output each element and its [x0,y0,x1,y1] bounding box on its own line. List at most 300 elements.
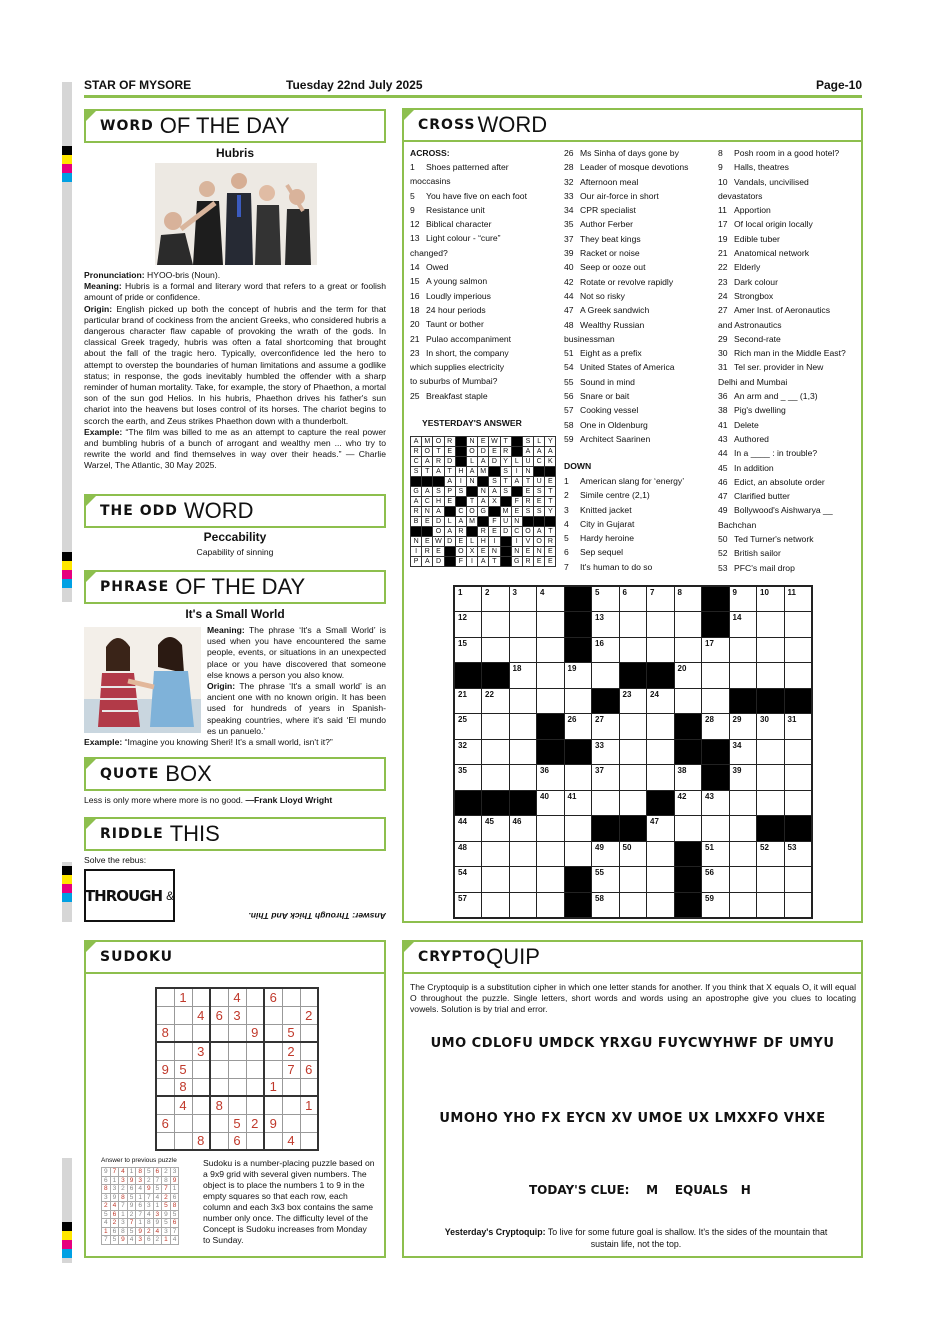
grid-cell[interactable] [647,637,675,663]
grid-cell[interactable] [757,867,785,893]
grid-cell[interactable]: 41 [564,790,592,816]
grid-cell[interactable]: 16 [592,637,620,663]
grid-cell[interactable] [482,739,510,765]
clue-number: 8 [718,148,723,158]
answer-cell: U [534,477,545,487]
answer-cell: I [411,547,422,557]
clue-text: Second-rate [734,333,781,344]
grid-cell[interactable] [537,867,565,893]
grid-cell[interactable] [537,663,565,689]
grid-cell[interactable] [757,892,785,918]
grid-cell[interactable]: 33 [592,739,620,765]
grid-cell[interactable]: 9 [729,586,757,612]
grid-cell[interactable]: 42 [674,790,702,816]
answer-cell: 4 [153,1193,162,1202]
grid-cell[interactable]: 56 [702,867,730,893]
answer-cell: U [500,517,511,527]
grid-cell[interactable]: 49 [592,841,620,867]
grid-cell[interactable] [674,816,702,842]
answer-cell: 3 [119,1219,128,1228]
clue-item [564,318,714,332]
grid-row [454,688,812,714]
answer-cell: 8 [144,1219,153,1228]
grid-cell[interactable] [619,714,647,740]
grid-cell[interactable] [482,612,510,638]
clue-item [718,389,860,403]
clue-item [410,189,560,203]
sudoku-cell: 2 [282,1042,300,1060]
sudoku-cell[interactable] [246,1060,264,1078]
clue-number: 5 [410,190,415,201]
grid-cell[interactable] [647,765,675,791]
grid-cell[interactable]: 55 [592,867,620,893]
clue-text: United States of America [580,362,675,373]
answer-cell: O [433,527,444,537]
sudoku-cell[interactable] [228,1042,246,1060]
grid-cell[interactable]: 21 [454,688,482,714]
grid-cell[interactable] [729,790,757,816]
grid-cell[interactable]: 23 [619,688,647,714]
sudoku-cell[interactable] [264,1024,282,1042]
grid-cell[interactable] [647,739,675,765]
yesterday-answer-grid [410,436,556,567]
grid-cell[interactable]: 24 [647,688,675,714]
clue-number: 27 [718,305,728,316]
sudoku-cell[interactable] [174,1006,192,1024]
grid-cell[interactable]: 14 [729,612,757,638]
sudoku-cell[interactable] [228,1078,246,1096]
grid-cell[interactable]: 5 [592,586,620,612]
answer-cell: 1 [136,1193,145,1202]
grid-cell[interactable] [564,688,592,714]
sudoku-cell[interactable] [228,1096,246,1114]
sudoku-cell[interactable] [156,1096,174,1114]
grid-cell[interactable] [784,892,812,918]
clue-number: 23 [410,347,420,358]
clue-text: Sound in mind [580,376,635,387]
sudoku-cell[interactable] [228,1024,246,1042]
answer-cell: M [500,507,511,517]
grid-cell[interactable] [509,841,537,867]
phrase-origin: Origin: The phrase ‘It's a small world’ is an ancient one with no known origin. It has been used for hundreds of years in Spanish-speaking countries, where it's said ‘El mundo es un panuelo.’ [207,681,386,736]
sudoku-cell[interactable] [282,988,300,1006]
grid-cell[interactable] [757,663,785,689]
grid-cell[interactable]: 32 [454,739,482,765]
clue-number: 17 [718,219,728,230]
answer-cell: F [489,517,500,527]
grid-cell[interactable] [619,892,647,918]
answer-cell: E [478,547,489,557]
grid-cell[interactable]: 12 [454,612,482,638]
answer-cell: U [522,457,533,467]
answer-cell: 3 [153,1210,162,1219]
grid-cell[interactable] [647,612,675,638]
grid-cell[interactable] [537,892,565,918]
black-square [500,557,511,567]
sudoku-cell[interactable] [246,1096,264,1114]
answer-cell: 7 [144,1193,153,1202]
sudoku-cell[interactable] [156,988,174,1006]
grid-cell[interactable]: 43 [702,790,730,816]
black-square [647,790,675,816]
grid-row [454,841,812,867]
clue-item [564,160,714,174]
grid-cell[interactable] [647,867,675,893]
grid-cell[interactable] [619,612,647,638]
sudoku-cell[interactable] [210,1024,228,1042]
sudoku-cell[interactable] [192,1078,210,1096]
sudoku-cell[interactable] [210,1114,228,1132]
grid-cell[interactable] [674,688,702,714]
sudoku-cell[interactable] [174,1114,192,1132]
sudoku-cell[interactable] [300,988,318,1006]
grid-cell[interactable] [757,790,785,816]
grid-cell[interactable] [757,637,785,663]
answer-cell: 1 [110,1176,119,1185]
answer-cell: R [522,497,533,507]
answer-cell: S [489,477,500,487]
sudoku-cell[interactable] [192,1024,210,1042]
sudoku-cell[interactable] [174,1024,192,1042]
grid-cell[interactable] [702,663,730,689]
grid-cell[interactable] [619,765,647,791]
grid-cell[interactable] [592,790,620,816]
grid-cell[interactable] [619,790,647,816]
grid-cell[interactable] [647,714,675,740]
black-square [674,739,702,765]
grid-cell[interactable] [564,841,592,867]
grid-cell[interactable]: 7 [647,586,675,612]
grid-cell[interactable] [537,816,565,842]
grid-cell[interactable] [674,637,702,663]
clue-item [564,360,714,374]
clue-text: Clarified butter [734,491,790,502]
grid-cell[interactable] [619,739,647,765]
answer-cell: 9 [144,1185,153,1194]
title-small: RIDDLE [100,826,164,842]
black-square [500,497,511,507]
grid-cell[interactable]: 48 [454,841,482,867]
answer-row [411,547,556,557]
grid-cell[interactable] [509,739,537,765]
grid-cell[interactable]: 53 [784,841,812,867]
grid-cell[interactable]: 58 [592,892,620,918]
grid-cell[interactable] [784,739,812,765]
grid-cell[interactable] [757,612,785,638]
grid-cell[interactable]: 57 [454,892,482,918]
grid-cell[interactable]: 10 [757,586,785,612]
grid-cell[interactable] [509,765,537,791]
sudoku-cell[interactable] [264,1096,282,1114]
grid-cell[interactable] [647,841,675,867]
sudoku-cell[interactable] [156,1006,174,1024]
sudoku-cell[interactable] [210,988,228,1006]
sudoku-cell[interactable] [192,1114,210,1132]
sudoku-cell[interactable] [156,1042,174,1060]
grid-cell[interactable]: 45 [482,816,510,842]
sudoku-cell[interactable] [300,1114,318,1132]
answer-cell: O [534,537,545,547]
sudoku-cell[interactable] [264,1042,282,1060]
sudoku-cell[interactable] [192,1096,210,1114]
grid-cell[interactable] [509,867,537,893]
sudoku-cell[interactable] [300,1078,318,1096]
grid-cell[interactable]: 6 [619,586,647,612]
answer-cell: A [534,527,545,537]
grid-cell[interactable]: 28 [702,714,730,740]
sudoku-cell[interactable] [210,1060,228,1078]
answer-cell: 6 [110,1227,119,1236]
answer-cell: C [511,527,522,537]
clue-number: 9 [718,162,723,173]
clue-text: Owed [426,262,449,273]
color-swatch [62,1240,72,1249]
clue-item [718,418,860,432]
grid-cell[interactable] [482,637,510,663]
grid-cell[interactable]: 31 [784,714,812,740]
sudoku-cell[interactable] [282,1078,300,1096]
grid-cell[interactable] [482,841,510,867]
clue-text: Strongbox [734,290,774,301]
grid-cell[interactable]: 27 [592,714,620,740]
grid-cell[interactable] [619,867,647,893]
grid-cell[interactable]: 30 [757,714,785,740]
grid-cell[interactable] [482,765,510,791]
clue-number: 19 [718,233,728,244]
grid-cell[interactable]: 50 [619,841,647,867]
grid-cell[interactable] [509,612,537,638]
sudoku-cell: 4 [192,1006,210,1024]
sudoku-cell[interactable] [282,1006,300,1024]
answer-cell: 1 [170,1185,179,1194]
cipher-line-2: UMOHO YHO FX EYCN XV UMOE UX LMXXFO VHXE [439,1111,826,1126]
grid-cell[interactable]: 4 [537,586,565,612]
sudoku-cell[interactable] [192,1060,210,1078]
sudoku-cell[interactable] [264,1006,282,1024]
grid-cell[interactable] [592,663,620,689]
sudoku-cell[interactable] [210,1078,228,1096]
answer-cell: 5 [102,1210,111,1219]
clue-continuation: Bachchan [718,519,757,530]
grid-cell[interactable]: 34 [729,739,757,765]
grid-cell[interactable]: 13 [592,612,620,638]
grid-cell[interactable] [729,892,757,918]
sudoku-cell[interactable] [246,1132,264,1150]
sudoku-cell[interactable] [246,1006,264,1024]
sudoku-cell[interactable] [264,1060,282,1078]
grid-cell[interactable]: 46 [509,816,537,842]
grid-cell[interactable]: 15 [454,637,482,663]
answer-cell: Y [545,437,556,447]
sudoku-cell[interactable] [174,1042,192,1060]
sudoku-cell[interactable] [156,1132,174,1150]
sudoku-description: Sudoku is a number-placing puzzle based on a 9x9 grid with several given numbers. The object is to place the numbers 1 to 9 in the empty squares so that each row, each column and each 3x3 box contains the same number only once. The difficulty level of the Concept is Sudoku increases from Monday to Sunday. [203,1158,375,1245]
black-square [433,477,444,487]
grid-row [454,663,812,689]
rebus-ampersand: & [166,888,175,903]
grid-cell[interactable] [784,663,812,689]
clue-number: 24 [718,290,728,301]
grid-cell[interactable] [537,841,565,867]
answer-cell: 3 [102,1193,111,1202]
answer-row [411,557,556,567]
title-big: WORD [183,498,254,523]
grid-cell[interactable] [537,612,565,638]
answer-cell: 3 [162,1227,171,1236]
grid-cell[interactable]: 29 [729,714,757,740]
sudoku-cell[interactable] [300,1024,318,1042]
color-swatch [62,875,72,884]
grid-cell[interactable]: 26 [564,714,592,740]
grid-cell[interactable] [674,612,702,638]
grid-cell[interactable] [729,816,757,842]
grid-cell[interactable]: 47 [647,816,675,842]
clue-text: American slang for ‘energy’ [580,476,685,486]
clue-text: Afternoon meal [580,176,639,187]
answer-cell: F [511,497,522,507]
grid-cell[interactable]: 18 [509,663,537,689]
sudoku-cell[interactable] [210,1042,228,1060]
clue-item [564,517,714,531]
clue-text: Posh room in a good hotel? [734,148,840,158]
grid-row [454,867,812,893]
answer-cell: R [444,437,455,447]
sudoku-cell[interactable] [246,1078,264,1096]
grid-cell[interactable]: 44 [454,816,482,842]
grid-cell[interactable] [784,612,812,638]
grid-cell[interactable]: 59 [702,892,730,918]
clue-number: 43 [718,433,728,444]
grid-cell[interactable]: 19 [564,663,592,689]
grid-cell[interactable] [509,688,537,714]
grid-cell[interactable]: 37 [592,765,620,791]
grid-cell[interactable] [482,892,510,918]
sudoku-cell[interactable] [156,1078,174,1096]
clue-item [718,561,860,575]
grid-cell[interactable]: 8 [674,586,702,612]
header-rule [84,95,862,98]
across-clues-col2 [564,146,714,446]
answer-cell: A [466,467,477,477]
grid-cell[interactable] [564,816,592,842]
grid-cell[interactable]: 54 [454,867,482,893]
answer-cell: P [444,487,455,497]
grid-cell[interactable] [537,637,565,663]
grid-cell[interactable]: 1 [454,586,482,612]
sudoku-cell[interactable] [300,1132,318,1150]
grid-cell[interactable] [784,867,812,893]
answer-cell: 8 [162,1176,171,1185]
grid-cell[interactable] [482,867,510,893]
grid-cell[interactable] [482,714,510,740]
grid-cell[interactable] [702,688,730,714]
clue-number: 5 [564,533,569,544]
sudoku-cell[interactable] [300,1042,318,1060]
title-small: CRYPTO [418,949,487,965]
clue-continuation: which supplies electricity [410,362,505,373]
answer-cell: E [478,437,489,447]
grid-cell[interactable]: 51 [702,841,730,867]
grid-cell[interactable] [509,892,537,918]
grid-cell[interactable] [729,841,757,867]
sudoku-cell[interactable] [174,1132,192,1150]
grid-cell[interactable]: 3 [509,586,537,612]
black-square [702,586,730,612]
clue-number: 42 [564,276,574,287]
answer-cell: 1 [102,1227,111,1236]
answer-cell: A [411,497,422,507]
grid-cell[interactable] [702,816,730,842]
answer-cell: 7 [136,1210,145,1219]
grid-cell[interactable] [757,739,785,765]
grid-cell[interactable] [784,637,812,663]
grid-cell[interactable] [619,637,647,663]
sudoku-cell[interactable] [282,1096,300,1114]
sudoku-cell[interactable] [192,988,210,1006]
grid-cell[interactable]: 36 [537,765,565,791]
grid-cell[interactable] [729,637,757,663]
grid-cell[interactable] [729,663,757,689]
grid-cell[interactable] [784,790,812,816]
grid-cell[interactable]: 38 [674,765,702,791]
clue-item [564,146,714,160]
sudoku-row [156,1114,318,1132]
sudoku-cell[interactable] [228,1060,246,1078]
grid-cell[interactable] [564,765,592,791]
sudoku-cell: 9 [264,1114,282,1132]
grid-cell[interactable]: 25 [454,714,482,740]
grid-cell[interactable] [729,867,757,893]
black-square [592,816,620,842]
grid-cell[interactable] [784,765,812,791]
phrase-meaning-block [207,625,386,737]
grid-cell[interactable]: 52 [757,841,785,867]
grid-cell[interactable] [647,892,675,918]
answer-cell: T [433,447,444,457]
black-square [647,663,675,689]
grid-cell[interactable]: 35 [454,765,482,791]
answer-cell: 6 [127,1185,136,1194]
clue-item [718,289,860,303]
grid-cell[interactable] [509,714,537,740]
sudoku-cell[interactable] [210,1132,228,1150]
answer-cell: R [422,547,433,557]
grid-cell[interactable] [757,765,785,791]
sudoku-cell[interactable] [246,988,264,1006]
grid-cell[interactable] [537,688,565,714]
grid-cell[interactable]: 22 [482,688,510,714]
grid-cell[interactable]: 11 [784,586,812,612]
answer-cell: A [534,447,545,457]
sudoku-cell[interactable] [282,1114,300,1132]
clue-text: You have five on each foot [426,190,527,201]
grid-cell[interactable]: 2 [482,586,510,612]
grid-cell[interactable]: 20 [674,663,702,689]
grid-cell[interactable]: 40 [537,790,565,816]
sudoku-cell[interactable] [264,1132,282,1150]
clue-text: In a ____ : in trouble? [734,448,818,459]
answer-cell: K [545,457,556,467]
sudoku-answer-label: Answer to previous puzzle [101,1157,177,1164]
answer-cell: E [545,477,556,487]
crossword-title [402,108,863,142]
grid-cell[interactable]: 17 [702,637,730,663]
clue-text: Hardy heroine [580,533,634,544]
grid-cell[interactable] [509,637,537,663]
answer-cell: E [489,527,500,537]
grid-cell[interactable]: 39 [729,765,757,791]
sudoku-cell[interactable] [246,1042,264,1060]
